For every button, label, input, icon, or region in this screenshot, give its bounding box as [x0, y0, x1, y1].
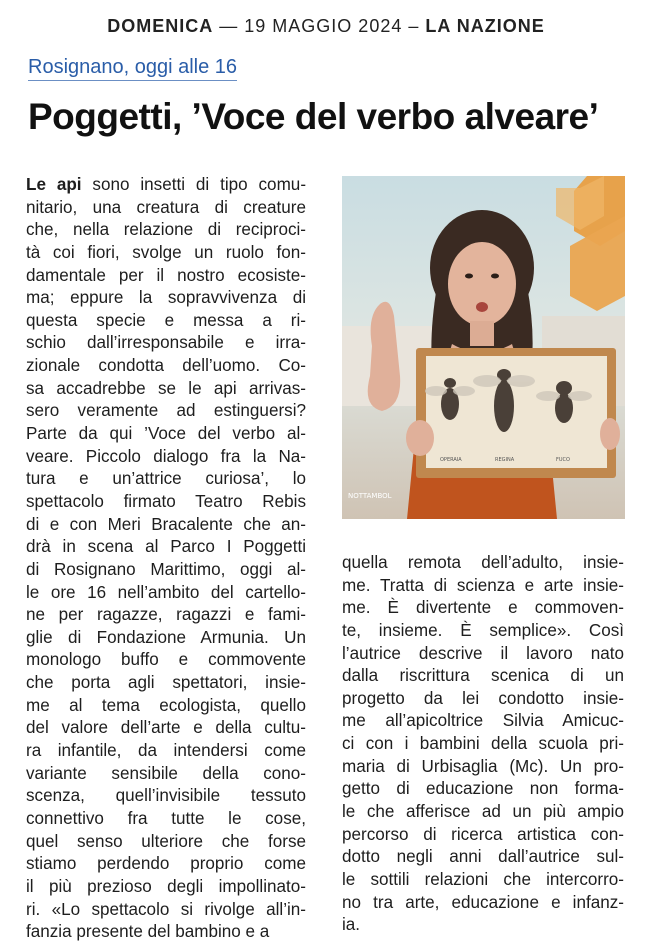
article-line: percorso di ricerca artistica con-: [342, 824, 624, 844]
article-line: quel senso ulteriore che forse: [26, 831, 306, 851]
headline: Poggetti, ’Voce del verbo alveare’: [28, 96, 599, 137]
header-date: — 19 MAGGIO 2024 –: [219, 16, 420, 36]
article-line: no tra arte, educazione e infanz-: [342, 892, 624, 912]
article-line: drà in scena al Parco I Poggetti: [26, 537, 306, 557]
article-line: monologo buffo e commovente: [26, 650, 306, 670]
article-line: sero veramente ad estinguersi?: [26, 401, 306, 421]
article-line: fanzia presente del bambino e a: [26, 922, 270, 942]
article-line: le che afferisce ad un più ampio: [342, 802, 624, 822]
article-line: dotto negli anni dall’autrice sul-: [342, 847, 624, 867]
frame-label-2: REGINA: [495, 457, 515, 463]
article-column-2: [342, 552, 624, 937]
page-header: [0, 16, 652, 37]
article-line: me. Tratta di scienza e arte insie-: [342, 575, 624, 595]
article-line: ia.: [342, 915, 361, 935]
article-line: stiamo perdendo proprio come: [26, 854, 306, 874]
article-line: quella remota dell’adulto, insie-: [342, 553, 624, 572]
article-line: tà coi fiori, svolge un ruolo fon-: [26, 242, 306, 262]
article-line: ma; eppure la sopravvivenza di: [26, 288, 306, 308]
header-paper: LA NAZIONE: [425, 16, 545, 36]
article-line: dalla riscrittura scenica di un: [342, 666, 624, 686]
woman-holding-bee-illustration-photo: [342, 176, 625, 519]
article-line: damentale per il nostro ecosiste-: [26, 265, 306, 285]
article-line: questa specie e messa a ri-: [26, 310, 306, 330]
article-line: nitario, una creatura di creature: [26, 197, 306, 217]
article-line: che porta agli spettatori, insie-: [26, 673, 306, 693]
frame-label-3: FUCO: [556, 457, 570, 463]
article-line: ra infantile, da intendersi come: [26, 741, 306, 761]
kicker: Rosignano, oggi alle 16: [28, 56, 237, 81]
article-line: connettivo fra tutte le cose,: [26, 808, 306, 828]
article-line: te, insieme. È semplice». Così: [342, 620, 624, 640]
article-line: l’autrice descrive il lavoro nato: [342, 643, 624, 663]
article-line: ci con i bambini della scuola pri-: [342, 734, 624, 754]
article-line: me. È divertente e commoven-: [342, 598, 624, 618]
article-line: tura e un’attrice curiosa’, lo: [26, 469, 306, 489]
article-line: di e con Meri Bracalente che an-: [26, 514, 306, 534]
article-photo: [342, 176, 625, 519]
article-line: sa accadrebbe se le api arrivas-: [26, 378, 306, 398]
article-line: zionale condotta dell’uomo. Co-: [26, 356, 306, 376]
article-line-text: sono insetti di tipo comu-: [92, 175, 307, 194]
article-line: variante sensibile della cono-: [26, 763, 306, 783]
article-line: me al tema ecologista, quello: [26, 695, 306, 715]
article-line: maria di Urbisaglia (Mc). Un pro-: [342, 756, 624, 776]
article-line: glie di Fondazione Armunia. Un: [26, 627, 306, 647]
article-line: ne per ragazze, ragazzi e fami-: [26, 605, 306, 625]
article-line: veare. Piccolo dialogo fra la Na-: [26, 446, 306, 466]
article-line: ri. «Lo spettacolo si rivolge all’in-: [26, 899, 306, 919]
article-line: getto di educazione non forma-: [342, 779, 624, 799]
article-column-1: [26, 174, 306, 944]
frame-label-1: OPERAIA: [440, 457, 462, 463]
article-line: le ore 16 nell’ambito del cartello-: [26, 582, 306, 602]
article-line: il più prezioso degli impollinato-: [26, 876, 306, 896]
article-line: me all’apicoltrice Silvia Amicuc-: [342, 711, 624, 731]
article-line: progetto da lei condotto insie-: [342, 688, 624, 708]
article-line: di Rosignano Marittimo, oggi al-: [26, 559, 306, 579]
article-line: scenza, quell’invisibile tessuto: [26, 786, 306, 806]
article-line: che, nella relazione di reciproci-: [26, 220, 306, 240]
article-line: spettacolo firmato Teatro Rebis: [26, 491, 306, 511]
photo-credit: NOTTAMBOL: [348, 492, 392, 500]
article-line: le sottili relazioni che intercorro-: [342, 869, 624, 889]
article-line: Parte da qui ’Voce del verbo al-: [26, 424, 306, 444]
article-line: [26, 174, 306, 197]
article-lead: Le api: [26, 175, 82, 194]
article-line: schio dall’irresponsabile e irra-: [26, 333, 306, 353]
header-day: DOMENICA: [107, 16, 214, 36]
article-line: del valore dell’arte e della cultu-: [26, 718, 306, 738]
